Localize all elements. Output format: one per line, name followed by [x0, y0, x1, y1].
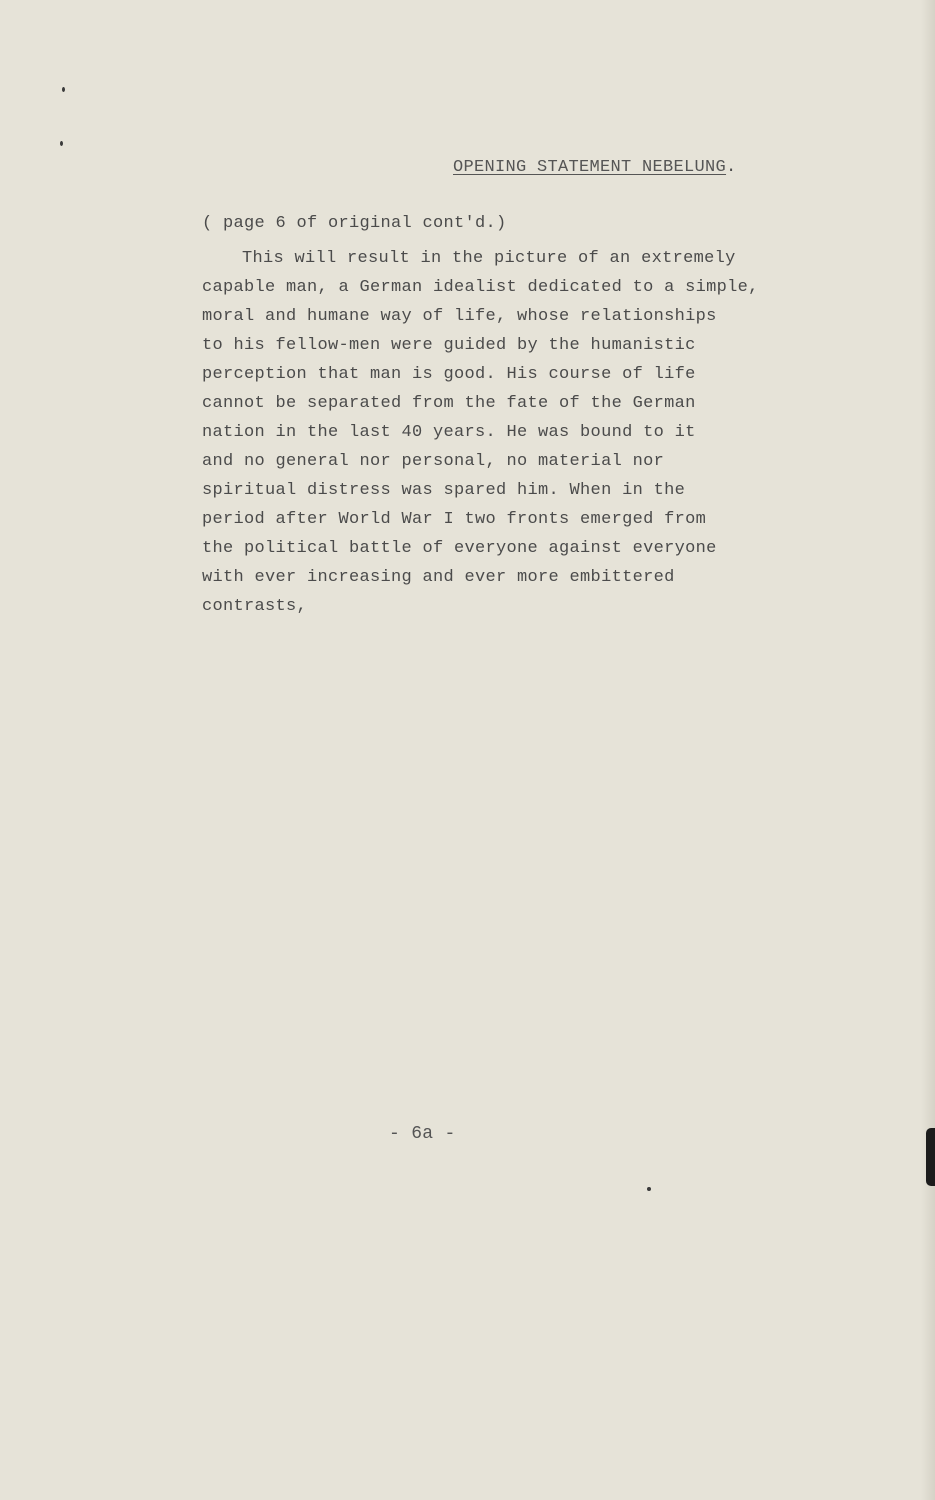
text-line: and no general nor personal, no material nor	[202, 452, 665, 471]
text-line: contrasts,	[202, 597, 308, 616]
continuation-note: ( page 6 of original cont'd.)	[202, 214, 507, 233]
text-line: period after World War I two fronts emerged from	[202, 510, 707, 529]
text-line: nation in the last 40 years. He was bound to it	[202, 423, 696, 442]
margin-mark	[60, 141, 63, 146]
heading-period: .	[726, 158, 737, 177]
text-line: to his fellow-men were guided by the humanistic	[202, 336, 696, 355]
text-line: moral and humane way of life, whose relationships	[202, 307, 717, 326]
text-line: with ever increasing and ever more embittered	[202, 568, 675, 587]
margin-mark	[62, 87, 65, 92]
binding-notch	[926, 1128, 935, 1186]
text-line: spiritual distress was spared him. When in the	[202, 481, 686, 500]
text-line: capable man, a German idealist dedicated to a simple,	[202, 278, 759, 297]
text-line: perception that man is good. His course of life	[202, 365, 696, 384]
document-heading	[453, 158, 737, 177]
text-line: the political battle of everyone against everyone	[202, 539, 717, 558]
text-line: cannot be separated from the fate of the German	[202, 394, 696, 413]
text-line: This will result in the picture of an extremely	[242, 249, 736, 268]
page-number: - 6a -	[389, 1124, 456, 1144]
page-edge-shadow	[921, 0, 935, 1500]
body-text	[202, 244, 842, 621]
heading-title: OPENING STATEMENT NEBELUNG	[453, 158, 727, 177]
stray-dot	[647, 1187, 651, 1191]
